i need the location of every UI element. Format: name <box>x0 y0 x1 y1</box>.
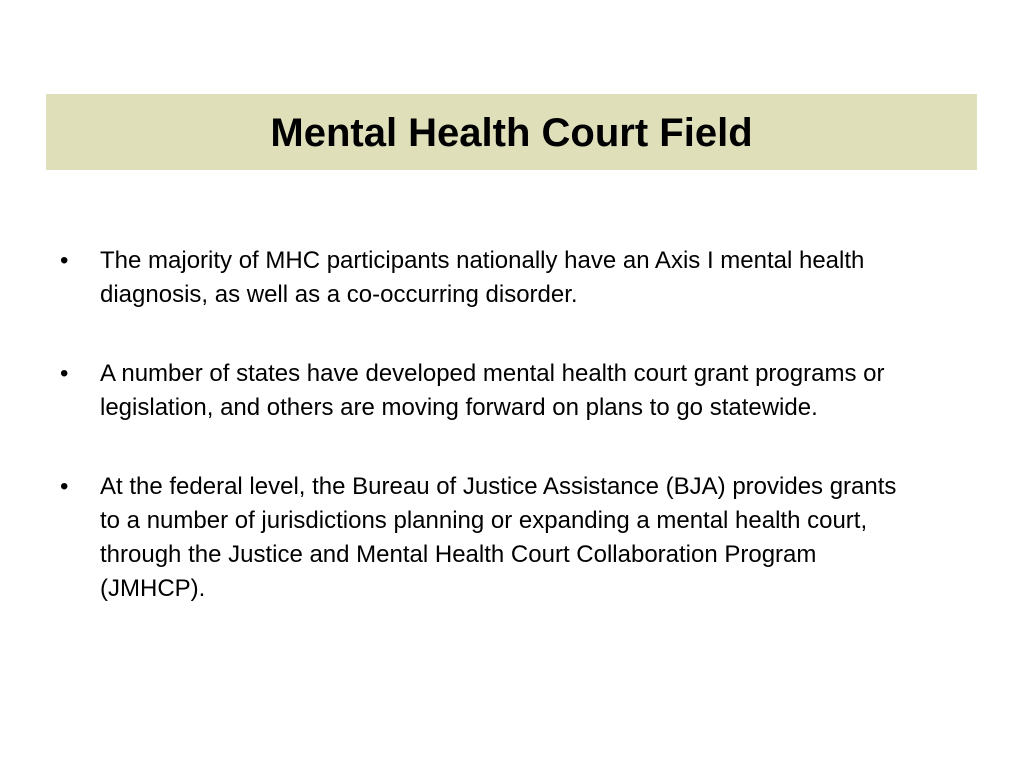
bullet-icon: • <box>60 360 69 387</box>
bullet-item <box>60 244 940 312</box>
bullet-icon: • <box>60 473 69 500</box>
bullet-list <box>60 244 940 651</box>
bullet-text: At the federal level, the Bureau of Justice Assistance (BJA) provides grants to a number of jurisdictions planning or expanding a mental health court, through the Justice and Mental Health Court Collaboration Program (JMHCP). <box>100 473 897 602</box>
bullet-item <box>60 470 940 606</box>
bullet-text: The majority of MHC participants nationally have an Axis I mental health diagnosis, as well as a co-occurring disorder. <box>100 247 865 308</box>
slide-title: Mental Health Court Field <box>270 111 753 155</box>
bullet-item <box>60 357 940 425</box>
bullet-icon: • <box>60 247 69 274</box>
bullet-text: A number of states have developed mental health court grant programs or legislation, and others are moving forward on plans to go statewide. <box>100 360 885 421</box>
title-band <box>46 94 977 170</box>
